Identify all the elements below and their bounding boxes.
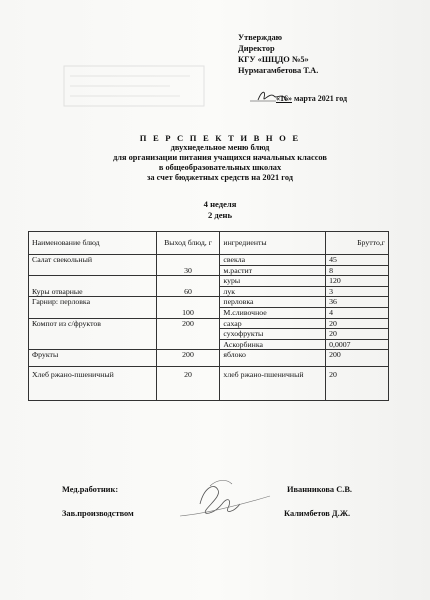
ingredient-gross: 200 bbox=[326, 350, 389, 367]
table-row bbox=[29, 318, 389, 329]
ingredient-name: свекла bbox=[220, 255, 326, 266]
menu-table bbox=[28, 231, 389, 401]
ingredient-gross: 120 bbox=[326, 276, 389, 287]
med-worker-name: Иванникова С.В. bbox=[287, 485, 353, 494]
ingredient-gross: 36 bbox=[326, 297, 389, 308]
ingredient-name: перловка bbox=[220, 297, 326, 308]
approval-position: Директор bbox=[238, 44, 275, 53]
approval-organization: КГУ «ШЦДО №5» bbox=[238, 55, 309, 64]
ingredient-gross: 20 bbox=[326, 329, 389, 340]
handwritten-signature bbox=[170, 474, 280, 530]
med-worker-label: Мед.работник: bbox=[62, 485, 119, 494]
ingredient-name: хлеб ржано-пшеничный bbox=[220, 367, 326, 401]
dish-yield: 30 bbox=[156, 255, 220, 276]
table-row bbox=[29, 367, 389, 401]
ingredient-name: лук bbox=[220, 286, 326, 297]
ingredient-gross: 20 bbox=[326, 367, 389, 401]
ingredient-name: яблоко bbox=[220, 350, 326, 367]
table-row bbox=[29, 297, 389, 308]
ingredient-gross: 45 bbox=[326, 255, 389, 266]
dish-name: Компот из с/фруктов bbox=[29, 318, 157, 350]
ingredient-name: М.сливочное bbox=[220, 307, 326, 318]
production-head-name: Калимбетов Д.Ж. bbox=[284, 509, 351, 518]
document-title bbox=[40, 133, 400, 183]
ingredient-gross: 8 bbox=[326, 265, 389, 276]
title-line-2: двухнедельное меню блюд bbox=[170, 143, 270, 152]
table-row bbox=[29, 255, 389, 266]
dish-yield: 200 bbox=[156, 350, 220, 367]
ingredient-gross: 0,0007 bbox=[326, 339, 389, 350]
ingredient-gross: 4 bbox=[326, 307, 389, 318]
faint-stamp-bleedthrough bbox=[60, 62, 210, 112]
week-day-block bbox=[40, 199, 400, 221]
dish-name: Салат свекольный bbox=[29, 255, 157, 276]
column-header-gross: Брутто,г bbox=[326, 232, 389, 255]
column-header-ingredients: ингредиенты bbox=[220, 232, 326, 255]
ingredient-name: м.растит bbox=[220, 265, 326, 276]
title-main: П Е Р С П Е К Т И В Н О Е bbox=[139, 133, 301, 143]
approval-date-day: «16» bbox=[276, 94, 292, 103]
approval-date bbox=[276, 94, 347, 103]
dish-name: Фрукты bbox=[29, 350, 157, 367]
table-header-row bbox=[29, 232, 389, 255]
dish-yield: 60 bbox=[156, 276, 220, 297]
ingredient-name: сахар bbox=[220, 318, 326, 329]
week-label: 4 неделя bbox=[203, 199, 237, 209]
production-head-label: Зав.производством bbox=[62, 509, 134, 518]
approval-line: Утверждаю bbox=[238, 33, 283, 42]
ingredient-name: куры bbox=[220, 276, 326, 287]
dish-name: Гарнир: перловка bbox=[29, 297, 157, 318]
title-line-3: для организации питания учащихся начальных классов bbox=[113, 153, 327, 162]
ingredient-gross: 3 bbox=[326, 286, 389, 297]
dish-name: Куры отварные bbox=[29, 276, 157, 297]
ingredient-name: Аскорбинка bbox=[220, 339, 326, 350]
title-line-4: в общеобразовательных школах bbox=[158, 163, 282, 172]
ingredient-name: сухофрукты bbox=[220, 329, 326, 340]
dish-yield: 100 bbox=[156, 297, 220, 318]
title-line-5: за счет бюджетных средств на 2021 год bbox=[146, 173, 294, 182]
column-header-dish: Наименование блюд bbox=[29, 232, 157, 255]
day-label: 2 день bbox=[207, 210, 233, 220]
column-header-yield: Выход блюд, г bbox=[156, 232, 220, 255]
table-row bbox=[29, 276, 389, 287]
approval-date-rest: марта 2021 год bbox=[292, 94, 348, 103]
dish-yield: 200 bbox=[156, 318, 220, 350]
table-row bbox=[29, 350, 389, 367]
approval-director-name: Нурмагамбетова Т.А. bbox=[238, 66, 319, 75]
dish-yield: 20 bbox=[156, 367, 220, 401]
ingredient-gross: 20 bbox=[326, 318, 389, 329]
approval-block bbox=[238, 32, 318, 76]
dish-name: Хлеб ржано-пшеничный bbox=[29, 367, 157, 401]
